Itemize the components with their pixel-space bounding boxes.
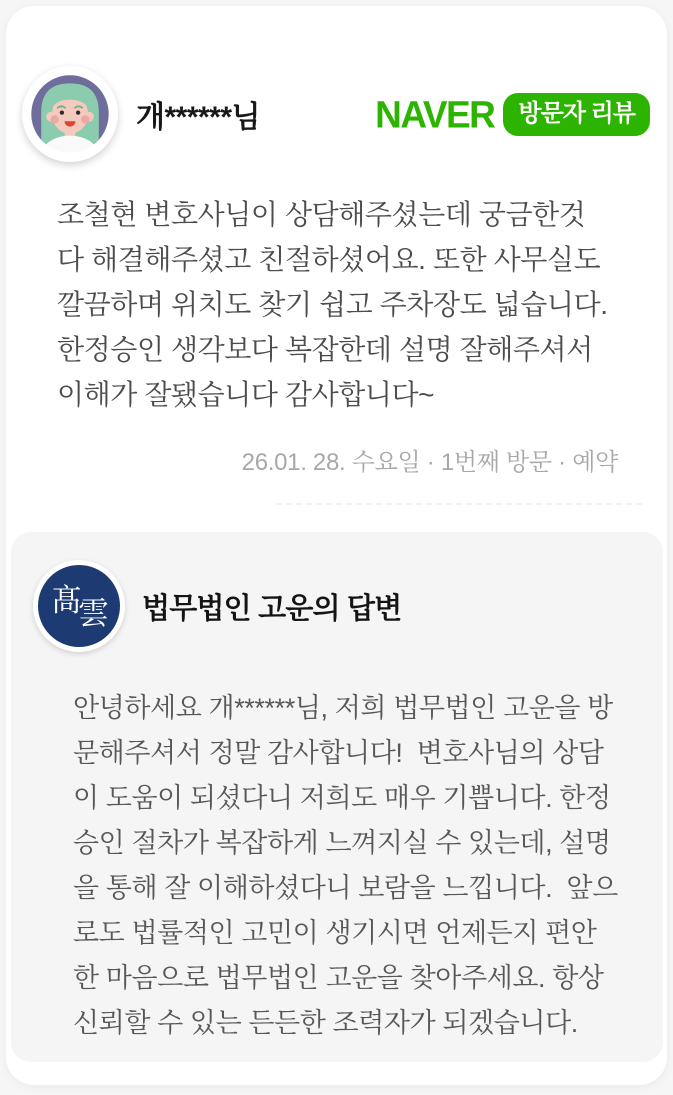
review-meta: 26.01. 28. 수요일 · 1번째 방문 · 예약 xyxy=(241,449,618,476)
reply-title: 법무법인 고운의 답변 xyxy=(142,592,402,625)
naver-logo: NAVER xyxy=(375,93,495,135)
divider xyxy=(276,503,642,505)
naver-review-source[interactable] xyxy=(375,93,650,136)
reply-text: 안녕하세요 개******님, 저희 법무법인 고운을 방문해주셔서 정말 감사합니다! 변호사님의 상담이 도움이 되셨다니 저희도 매우 기쁩니다. 한정승인 절차가 복잡하게 느껴지실 수 있는데, 설명을 통해 잘 이해하셨다니 보람을 느낍니다. 앞으로도 법률적인 고민이 생기시면 언제든지 편안한 마음으로 법무법인 고운을 찾아주세요. 항상 신뢰할 수 있는 든든한 조력자가 되겠습니다. xyxy=(73,693,618,1038)
review-text: 조철현 변호사님이 상담해주셨는데 궁금한것 다 해결해주셨고 친절하셨어요. 또한 사무실도 깔끔하며 위치도 찾기 쉽고 주차장도 넓습니다. 한정승인 생각보다 복잡한데 설명 잘해주셔서 이해가 잘됐습니다 감사합니다~ xyxy=(57,199,608,410)
firm-logo-icon xyxy=(33,560,125,652)
reviewer-avatar xyxy=(22,66,118,162)
reply-header xyxy=(33,560,623,652)
owner-reply-card xyxy=(11,532,663,1062)
firm-logo-char-go: 髙 xyxy=(51,583,82,618)
review-card xyxy=(6,6,667,1085)
firm-logo-char-un: 雲 xyxy=(78,596,109,631)
review-header xyxy=(6,6,667,162)
visitor-review-badge: 방문자 리뷰 xyxy=(503,93,650,136)
reviewer-avatar-icon xyxy=(25,69,115,159)
reviewer-username: 개******님 xyxy=(136,101,261,134)
firm-logo-circle xyxy=(38,565,120,647)
